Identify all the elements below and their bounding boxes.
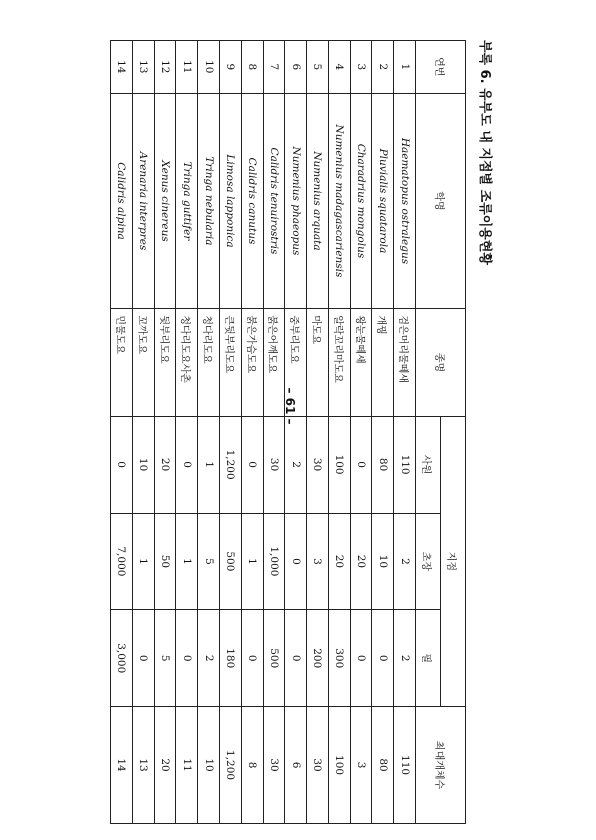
site-3-count: 0 [285,610,307,707]
max-count: 11 [176,707,198,824]
site-2-count: 20 [350,513,372,610]
header-korean-name: 종명 [416,309,466,416]
row-number: 3 [350,41,372,94]
site-1-count: 0 [111,416,133,513]
site-1-count: 110 [394,416,416,513]
korean-name: 왕눈물떼새 [350,309,372,416]
bird-usage-table-container [110,40,466,824]
site-3-count: 180 [219,610,241,707]
scientific-name: Limosa lapponica [219,93,241,309]
scientific-name: Xenus cinereus [154,93,176,309]
page-number-block [270,386,310,426]
max-count: 1,200 [219,707,241,824]
korean-name: 알락꼬리마도요 [328,309,350,416]
max-count: 30 [307,707,329,824]
scientific-name: Arenaria interpres [132,93,154,309]
korean-name: 민물도요 [111,309,133,416]
site-3-count: 500 [263,610,285,707]
max-count: 100 [328,707,350,824]
scientific-name: Charadrius mongolus [350,93,372,309]
row-number: 12 [154,41,176,94]
site-2-count: 3 [307,513,329,610]
table-row [285,41,307,824]
row-number: 4 [328,41,350,94]
table-body [111,41,416,824]
header-no: 연번 [416,41,466,94]
header-site-3: 필 [416,610,441,707]
max-count: 110 [394,707,416,824]
max-count: 14 [111,707,133,824]
table-row [154,41,176,824]
site-2-count: 1 [132,513,154,610]
scientific-name: Tringa nebularia [198,93,220,309]
site-1-count: 0 [176,416,198,513]
scientific-name: Tringa guttifer [176,93,198,309]
table-row [263,41,285,824]
site-1-count: 80 [372,416,394,513]
page-number: – 61 – [283,387,297,425]
site-2-count: 1 [241,513,263,610]
max-count: 80 [372,707,394,824]
site-3-count: 200 [307,610,329,707]
site-3-count: 3,000 [111,610,133,707]
header-site-2: 초장 [416,513,441,610]
page-title-block [472,40,496,800]
korean-name: 청다리도요 [198,309,220,416]
site-2-count: 7,000 [111,513,133,610]
page-title: 부록 6. 유부도 내 지점별 조류이용현황 [477,40,492,265]
max-count: 13 [132,707,154,824]
korean-name: 청다리도요사촌 [176,309,198,416]
scientific-name: Calidris alpina [111,93,133,309]
bird-usage-table [110,40,466,824]
korean-name: 마도요 [307,309,329,416]
site-3-count: 2 [394,610,416,707]
row-number: 2 [372,41,394,94]
table-row [350,41,372,824]
header-site-1: 사원 [416,416,441,513]
scientific-name: Calidris tenuirostris [263,93,285,309]
site-3-count: 0 [372,610,394,707]
site-1-count: 0 [350,416,372,513]
korean-name: 중부리도요 [285,309,307,416]
site-2-count: 10 [372,513,394,610]
table-row [372,41,394,824]
row-number: 11 [176,41,198,94]
table-row [241,41,263,824]
max-count: 10 [198,707,220,824]
site-3-count: 2 [198,610,220,707]
max-count: 6 [285,707,307,824]
row-number: 13 [132,41,154,94]
table-row [132,41,154,824]
header-scientific-name: 학명 [416,93,466,309]
site-2-count: 5 [198,513,220,610]
scientific-name: Haematopus ostralegus [394,93,416,309]
row-number: 8 [241,41,263,94]
max-count: 8 [241,707,263,824]
table-row [219,41,241,824]
header-max-count: 최대개체수 [416,707,466,824]
site-1-count: 1 [198,416,220,513]
korean-name: 꼬까도요 [132,309,154,416]
site-1-count: 1,200 [219,416,241,513]
site-1-count: 2 [285,416,307,513]
site-1-count: 100 [328,416,350,513]
korean-name: 뒷부리도요 [154,309,176,416]
site-1-count: 20 [154,416,176,513]
site-3-count: 0 [241,610,263,707]
site-3-count: 5 [154,610,176,707]
site-2-count: 1 [176,513,198,610]
site-2-count: 20 [328,513,350,610]
site-1-count: 30 [263,416,285,513]
max-count: 30 [263,707,285,824]
korean-name: 붉은가슴도요 [241,309,263,416]
table-row [198,41,220,824]
site-1-count: 30 [307,416,329,513]
site-3-count: 0 [176,610,198,707]
scientific-name: Pluvialis squatarola [372,93,394,309]
row-number: 5 [307,41,329,94]
scientific-name: Numenius phaeopus [285,93,307,309]
site-1-count: 10 [132,416,154,513]
korean-name: 개꿩 [372,309,394,416]
scientific-name: Numenius arquata [307,93,329,309]
site-3-count: 0 [350,610,372,707]
row-number: 9 [219,41,241,94]
row-number: 6 [285,41,307,94]
scientific-name: Calidris canutus [241,93,263,309]
site-2-count: 0 [285,513,307,610]
header-site-group: 지점 [441,416,466,706]
site-2-count: 2 [394,513,416,610]
site-2-count: 50 [154,513,176,610]
table-row [328,41,350,824]
max-count: 20 [154,707,176,824]
site-3-count: 300 [328,610,350,707]
korean-name: 붉은어깨도요 [263,309,285,416]
table-row [307,41,329,824]
table-row [394,41,416,824]
scientific-name: Numenius madagascariensis [328,93,350,309]
row-number: 10 [198,41,220,94]
row-number: 1 [394,41,416,94]
site-2-count: 500 [219,513,241,610]
table-row [111,41,133,824]
row-number: 14 [111,41,133,94]
site-1-count: 0 [241,416,263,513]
site-3-count: 0 [132,610,154,707]
site-2-count: 1,000 [263,513,285,610]
table-row [176,41,198,824]
max-count: 3 [350,707,372,824]
korean-name: 큰뒷부리도요 [219,309,241,416]
korean-name: 검은머리물떼새 [394,309,416,416]
row-number: 7 [263,41,285,94]
